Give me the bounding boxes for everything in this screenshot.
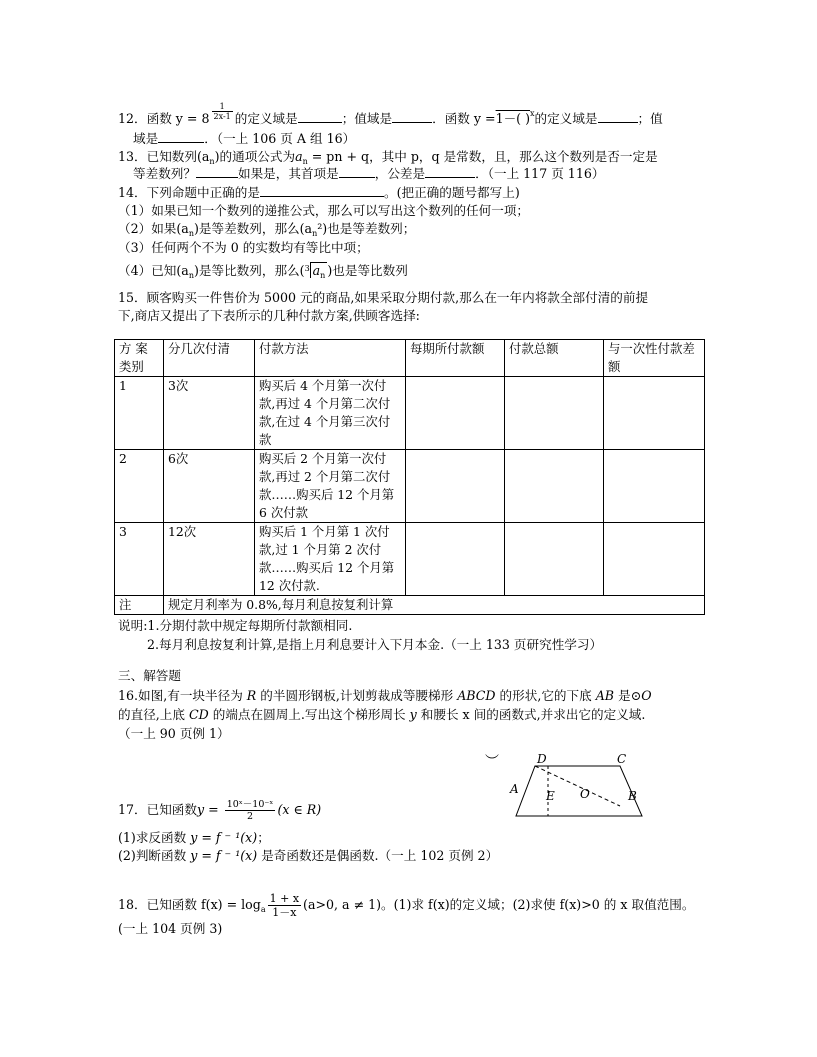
table-note-row [115,596,705,615]
q13-line2 [133,165,718,182]
q14-i2g: n [312,229,318,238]
q14-i2b: (a [176,221,189,236]
q16-line3: （一上 90 页例 1） [118,726,230,741]
q13-blank1[interactable] [196,165,238,178]
table-cell: 2 [115,450,164,523]
label-D: D [537,752,547,766]
table-cell[interactable] [406,523,505,596]
q16-line2 [118,706,703,723]
q12-blank1[interactable] [298,110,342,123]
q16-R: R [246,688,257,703]
q14-i4h: a [312,263,321,278]
q18-line1 [118,892,703,919]
table-header-cell: 分几次付清 [164,340,255,377]
q13-a-sub: n [302,157,308,166]
q16-l1b: 的半圆形钢板,计划剪裁成等腰梯形 [256,688,458,703]
q17-l1a: 17．已知函数 [118,802,197,817]
q14-i4b: (a [176,263,189,278]
q14-i4-radical [310,262,328,278]
label-O: O [580,787,590,801]
label-B: B [628,789,637,803]
q17-y: y [197,802,205,817]
q17-eq: = [204,802,223,817]
table-row [115,450,705,523]
table-cell: 购买后 2 个月第一次付款,再过 2 个月第二次付款……购买后 12 个月第 6 次付款 [255,450,406,523]
q12-exponent [212,102,233,121]
q12-base: 8 [201,111,210,126]
table-header-cell: 方 案类别 [115,340,164,377]
q17-line3 [118,847,703,864]
q17-l3a: (2)判断函数 [118,848,191,863]
table-cell[interactable] [604,523,705,596]
q16-l1d: 是⊙ [614,688,642,703]
q17-l1b: (x ∈ R) [277,802,322,817]
table-cell: 1 [115,377,164,450]
q14-i2h: ²) [317,221,328,236]
q12-text2: 的定义域是 [234,111,298,126]
table-header-cell: 与一次性付款差额 [604,340,705,377]
table-cell: 6次 [164,450,255,523]
q12-exp-den: 2x-1 [213,112,231,121]
q14-i2i: 也是等差数列； [327,221,416,236]
table-cell: 购买后 4 个月第一次付款,再过 4 个月第二次付款,在过 4 个月第三次付款 [255,377,406,450]
q12-text: 12．函数 y = [118,111,202,126]
q17-l3b: y = f ⁻ ¹(x) [190,848,258,863]
q12-line1 [118,102,703,129]
q16-l2a: 的直径,上底 [118,707,189,722]
q13-l1a: 13．已知数列 [118,149,197,164]
table-cell[interactable] [604,450,705,523]
q16-ABCD: ABCD [457,688,496,703]
q14-i2d: ) [193,221,199,236]
q17-fraction [225,799,276,822]
q16-AB: AB [595,688,615,703]
q14-i4k: 也是等比数列 [332,263,408,278]
q16-line1 [118,687,703,704]
q17-l3c: 是奇函数还是偶函数.（一上 102 页例 2） [257,848,499,863]
table-cell: 购买后 1 个月第 1 次付款,过 1 个月第 2 次付款……购买后 12 个月第 12 次付款. [255,523,406,596]
table-cell[interactable] [406,377,505,450]
q12-blank4[interactable] [158,130,204,143]
q13-l2d: ．（一上 117 页 116） [475,166,605,181]
q13-an-sub: n [209,157,215,166]
table-header-cell: 付款总额 [505,340,604,377]
q13-l2a: 等差数列？ [133,166,196,181]
q13-l1b: 的通项公式为 [219,149,296,164]
q17-den: 2 [247,811,254,822]
q14-i4f: ( [299,263,305,278]
q18-l1b: (a>0, a ≠ 1)。(1)求 f(x)的定义域；(2)求使 f(x)>0 的 x 取值范围。 [303,897,695,912]
q18-l1a: 18．已知函数 f(x) = log [118,897,261,912]
q12-blank3[interactable] [598,110,638,123]
q13-l1c: = pn + q，其中 p，q 是常数，且，那么这个数列是否一定是 [307,149,658,164]
table-row [115,377,705,450]
q17-line2 [118,829,703,846]
q14-blank[interactable] [260,184,384,197]
q14-item2 [118,220,703,239]
q13-an: (a [197,149,210,164]
q18-line2: (一上 104 页例 3) [118,921,223,936]
q15-line2: 下,商店又提出了下表所示的几种付款方案,供顾客选择: [118,308,420,323]
explain-line1: 说明:1.分期付款中规定每期所付款额相同. [118,618,353,633]
label-A: A [510,782,519,796]
payment-table [114,339,705,615]
q12-sqrt: 1－( ) [495,111,531,126]
q17-l2a: (1)求反函数 [118,830,191,845]
table-cell[interactable] [604,377,705,450]
table-header-cell: 每期所付款额 [406,340,505,377]
q12-text7: ；值 [637,111,663,126]
q18-num: 1 + x [269,892,300,905]
q14-i4c: n [188,271,194,280]
q15-line1: 15．顾客购买一件售价为 5000 元的商品,如果采取分期付款,那么在一年内将款全部付清的前提 [118,290,649,305]
table-cell[interactable] [505,523,604,596]
q12-exp-num: 1 [212,102,233,112]
q12-text4: ．函数 y = [432,111,496,126]
table-note-text: 规定月利率为 0.8%,每月利息按复利计算 [164,596,705,615]
q14-i4d: ) [193,263,199,278]
section-heading: 三、解答题 [118,668,181,683]
q12-text3: ；值域是 [341,111,393,126]
q17-l2c: ； [257,830,270,845]
table-header-row [115,340,705,377]
q18-sub: a [260,905,266,914]
q16-O: O [641,688,652,703]
q12-text6: 的定义域是 [534,111,598,126]
table-header-cell: 付款方法 [255,340,406,377]
q13-l2c: ，公差是 [374,166,426,181]
q14-i2f: (a [299,221,313,236]
q12-l2b: ．（一上 106 页 A 组 16） [204,131,356,146]
table-cell: 3次 [164,377,255,450]
table-row [115,523,705,596]
explain-line2: 2.每月利息按复利计算,是指上月利息要计入下月本金.（一上 133 页研究性学习） [147,637,603,652]
q14-i4e: 是等比数列，那么 [198,263,300,278]
q14-item1: （1）如果已知一个数列的递推公式，那么可以写出这个数列的任何一项； [118,203,530,218]
table-cell[interactable] [406,450,505,523]
q16-l2c: 和腰长 x 间的函数式,并求出它的定义域. [416,707,646,722]
arc-mark: ︶ [485,754,499,770]
q18-fraction [268,892,301,919]
q12-line2 [133,130,718,147]
q14-i4a: （4）已知 [118,263,177,278]
q14-i4-root-index: 3 [304,264,310,273]
label-C: C [617,752,627,766]
q14-item4 [118,262,703,281]
q16-l1a: 16.如图,有一块半径为 [118,688,247,703]
q13-an2: ) [214,149,220,164]
q12-sup-x: x [530,109,535,118]
table-cell[interactable] [505,450,604,523]
q14-i2c: n [188,229,194,238]
q14-line1 [118,184,703,201]
q18-den: 1－x [272,906,297,919]
q14-l1b: 。(把正确的题号都写上) [383,185,520,200]
q14-i4j: ) [327,263,333,278]
q16-l2b: 的端点在圆周上.写出这个梯形周长 [208,707,410,722]
q12-l2a: 域是 [133,131,159,146]
table-cell: 12次 [164,523,255,596]
q13-blank2[interactable] [339,165,375,178]
q17-num: 10ˣ－10⁻ˣ [226,799,274,810]
q17-line1 [118,799,703,822]
q16-CD: CD [188,707,209,722]
q12-blank2[interactable] [392,110,432,123]
q14-i4i: n [320,271,326,280]
table-cell[interactable] [505,377,604,450]
q14-item3: （3）任何两个不为 0 的实数均有等比中项； [118,240,369,255]
q13-l2b: 如果是，其首项是 [237,166,339,181]
q14-i2e: 是等差数列，那么 [198,221,300,236]
label-E: E [546,789,555,803]
q14-i2a: （2）如果 [118,221,177,236]
q14-l1a: 14．下列命题中正确的是 [118,185,260,200]
q13-blank3[interactable] [425,165,475,178]
table-cell: 3 [115,523,164,596]
q16-y: y [409,707,417,722]
q13-a: a [295,149,303,164]
q16-l1c: 的形状,它的下底 [495,688,596,703]
table-note-label: 注 [115,596,164,615]
q17-l2b: y = f ⁻ ¹(x) [190,830,258,845]
